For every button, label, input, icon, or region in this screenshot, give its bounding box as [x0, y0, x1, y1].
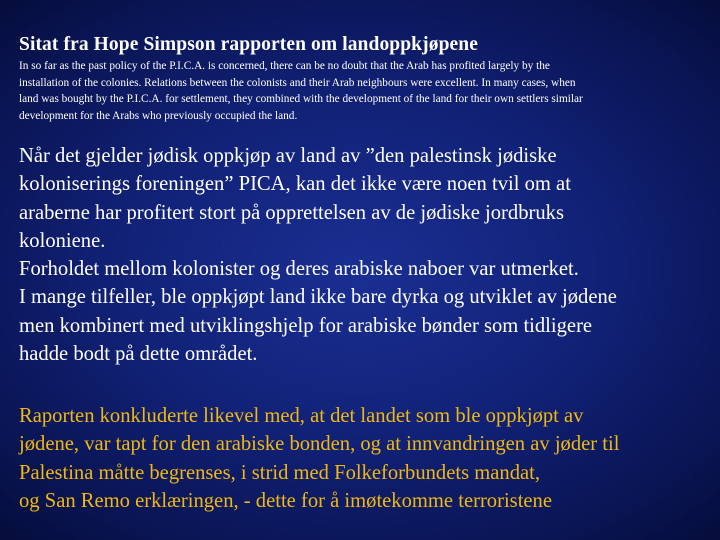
quote-line: installation of the colonies. Relations between the colonists and their Arab neighbours were excellent. In many cases, when	[19, 76, 576, 89]
summary-line: koloniserings foreningen” PICA, kan det ikke være noen tvil om at	[19, 173, 571, 196]
conclusion-line: og San Remo erklæringen, - dette for å imøtekomme terroristene	[19, 489, 552, 512]
slide-title: Sitat fra Hope Simpson rapporten om landoppkjøpene	[19, 34, 478, 55]
summary-line: Når det gjelder jødisk oppkjøp av land av ”den palestinsk jødiske	[19, 145, 557, 167]
quote-line: development for the Arabs who previously occupied the land.	[19, 109, 298, 122]
report-conclusion	[19, 402, 719, 515]
english-quote	[19, 58, 707, 124]
conclusion-line: Palestina måtte begrenses, i strid med Folkeforbundets mandat,	[19, 461, 541, 484]
conclusion-line: jødene, var tapt for den arabiske bonden, og at innvandringen av jøder til	[19, 433, 620, 456]
quote-line: In so far as the past policy of the P.I.C.A. is concerned, there can be no doubt that the Arab has profited largely by the	[19, 60, 550, 72]
summary-line: I mange tilfeller, ble oppkjøpt land ikke bare dyrka og utviklet av jødene	[19, 286, 617, 309]
quote-line: land was bought by the P.I.C.A. for settlement, they combined with the development of the land for their own settlers similar	[19, 93, 583, 105]
summary-line: araberne har profitert stort på opprettelsen av de jødiske jordbruks	[19, 201, 564, 224]
conclusion-line: Raporten konkluderte likevel med, at det landet som ble oppkjøpt av	[19, 405, 584, 427]
norwegian-summary	[19, 142, 715, 368]
summary-line: hadde bodt på dette området.	[19, 343, 258, 366]
summary-line: koloniene.	[19, 229, 106, 252]
summary-line: men kombinert med utviklingshjelp for arabiske bønder som tidligere	[19, 314, 593, 337]
summary-line: Forholdet mellom kolonister og deres arabiske naboer var utmerket.	[19, 258, 579, 281]
